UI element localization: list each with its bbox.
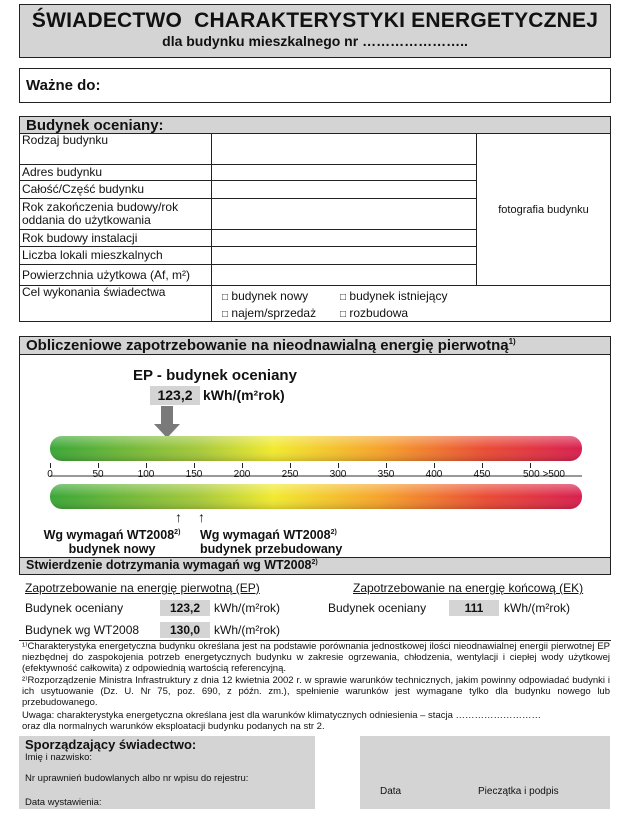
row-value-area[interactable] xyxy=(211,264,477,286)
ep-panel xyxy=(19,354,611,559)
scale-ticks xyxy=(47,469,582,485)
ep-unit: kWh/(m²rok) xyxy=(203,387,285,403)
issuer-license-label[interactable]: Nr uprawnień budowlanych albo nr wpisu do rejestru: xyxy=(25,773,249,784)
option-new[interactable]: □ budynek nowy xyxy=(222,289,309,303)
issuer-title: Sporządzający świadectwo: xyxy=(25,737,197,752)
footnote-1: ¹⁾Charakterystyka energetyczna budynku określana jest na podstawie porównania jednostkowej ilości nieodnawialnej energii pierwotnej EP niezbędnej do zaspokojenia potrzeb energetycznych budynku w zakresie ogrzewania, chłodzenia, wentylacji i ciepłej wody użytkowej (efektywność całkowita) z odpowiednią wartością referencyjną. xyxy=(22,641,610,674)
compliance-ep-header: Zapotrzebowanie na energię pierwotną (EP) xyxy=(25,581,260,595)
purpose-options xyxy=(211,285,611,322)
row-value-address[interactable] xyxy=(211,164,477,181)
scale-tick xyxy=(146,463,147,468)
compliance-ek-header: Zapotrzebowanie na energię końcową (EK) xyxy=(353,581,584,595)
scale-tick xyxy=(50,463,51,468)
ep-pointer-arrow xyxy=(154,406,180,438)
scale-tick-label: 400 xyxy=(425,469,443,480)
row-value-whole-part[interactable] xyxy=(211,180,477,199)
scale-tick xyxy=(530,463,531,468)
certificate-title: ŚWIADECTWO CHARAKTERYSTYKI ENERGETYCZNEJ xyxy=(31,9,599,32)
row-value-year-completed[interactable] xyxy=(211,198,477,230)
footnote-2: ²⁾Rozporządzenie Ministra Infrastruktury z dnia 12 kwietnia 2002 r. w sprawie warunków technicznych, jakim powinny odpowiadać budynki i ich usytuowanie (Dz. U. Nr 75, poz. 690, z późn. zm.), spełnienie warunków jest wymagane tylko dla budynku nowego lub przebudowanego. xyxy=(22,675,610,708)
row-value-units[interactable] xyxy=(211,246,477,265)
option-existing[interactable]: □ budynek istniejący xyxy=(340,289,448,303)
scale-tick xyxy=(242,463,243,468)
marker-rebuilt-arrow: ↑ xyxy=(198,509,205,525)
building-section-title: Budynek oceniany: xyxy=(19,116,611,134)
valid-until-box xyxy=(19,68,611,103)
marker-rebuilt-label: Wg wymagań WT2008$^{2)}$ budynek przebudowany xyxy=(200,528,343,556)
scale-tick xyxy=(194,463,195,468)
ek-rated-label: Budynek oceniany xyxy=(328,601,427,615)
scale-tick-label: 450 xyxy=(473,469,491,480)
scale-tick-label: 500 >500 xyxy=(523,469,565,480)
row-label-year-completed: Rok zakończenia budowy/rok oddania do użytkowania xyxy=(19,198,212,230)
scale-tick xyxy=(434,463,435,468)
option-extension[interactable]: □ rozbudowa xyxy=(340,306,409,320)
scale-tick-label: 300 xyxy=(329,469,347,480)
scale-tick-label: 50 xyxy=(92,469,104,480)
scale-tick-label: 150 xyxy=(185,469,203,480)
photo-box xyxy=(476,133,611,286)
scale-tick xyxy=(482,463,483,468)
scale-tick xyxy=(386,463,387,468)
issuer-name-label[interactable]: Imię i nazwisko: xyxy=(25,752,93,763)
purpose-label: Cel wykonania świadectwa xyxy=(19,285,212,322)
row-label-units: Liczba lokali mieszkalnych xyxy=(19,246,212,265)
scale-tick-label: 350 xyxy=(377,469,395,480)
row-value-installation-year[interactable] xyxy=(211,229,477,247)
signature-date-label: Data xyxy=(380,786,402,797)
scale-tick-label: 100 xyxy=(137,469,155,480)
certificate-subtitle: dla budynku mieszkalnego nr ………………….. xyxy=(162,33,468,49)
ep-wt-label: Budynek wg WT2008 xyxy=(25,623,140,637)
ep-rated-value: 123,2 xyxy=(160,600,210,616)
row-value-type[interactable] xyxy=(211,133,477,165)
row-label-area: Powierzchnia użytkowa (Af, m²) xyxy=(19,264,212,286)
scale-tick xyxy=(290,463,291,468)
option-rental-sale[interactable]: □ najem/sprzedaż xyxy=(222,306,317,320)
signature-box xyxy=(360,736,610,809)
climate-remark-2: oraz dla normalnych warunków eksploatacji budynku podanych na str 2. xyxy=(22,721,325,732)
issuer-box xyxy=(19,736,315,809)
scale-tick-label: 250 xyxy=(281,469,299,480)
scale-tick xyxy=(338,463,339,468)
issuer-date-label[interactable]: Data wystawienia: xyxy=(25,797,102,808)
ep-wt-unit: kWh/(m²rok) xyxy=(214,623,280,637)
scale-tick xyxy=(98,463,99,468)
scale-tick-label: 0 xyxy=(47,469,53,480)
ep-rated-label: Budynek oceniany xyxy=(25,601,124,615)
valid-until-label: Ważne do: xyxy=(26,77,101,94)
ep-rated-unit: kWh/(m²rok) xyxy=(214,601,280,615)
ek-rated-value: 111 xyxy=(449,600,499,616)
ep-building-label: EP - budynek oceniany xyxy=(133,367,297,384)
photo-label: fotografia budynku xyxy=(498,203,589,216)
compliance-title: Stwierdzenie dotrzymania wymagań wg WT2008$^{2)}$ xyxy=(19,557,611,575)
row-label-type: Rodzaj budynku xyxy=(19,133,212,165)
signature-stamp-label: Pieczątka i podpis xyxy=(478,786,559,797)
marker-new-label: Wg wymagań WT2008$^{2)}$ budynek nowy xyxy=(43,528,181,556)
ep-value: 123,2 xyxy=(150,386,200,405)
row-label-address: Adres budynku xyxy=(19,164,212,181)
scale-tick-label: 200 xyxy=(233,469,251,480)
ep-section-title: Obliczeniowe zapotrzebowanie na nieodnawialną energię pierwotną$^{1)}$ xyxy=(19,336,611,355)
ek-rated-unit: kWh/(m²rok) xyxy=(504,601,570,615)
certificate-header xyxy=(19,4,611,58)
row-label-installation-year: Rok budowy instalacji xyxy=(19,229,212,247)
marker-new-arrow: ↑ xyxy=(175,509,182,525)
row-label-whole-part: Całość/Część budynku xyxy=(19,180,212,199)
ep-wt-value: 130,0 xyxy=(160,622,210,638)
building-table xyxy=(19,133,611,322)
climate-remark: Uwaga: charakterystyka energetyczna określana jest dla warunków klimatycznych odniesienia – stacja ……………………… xyxy=(22,710,542,721)
